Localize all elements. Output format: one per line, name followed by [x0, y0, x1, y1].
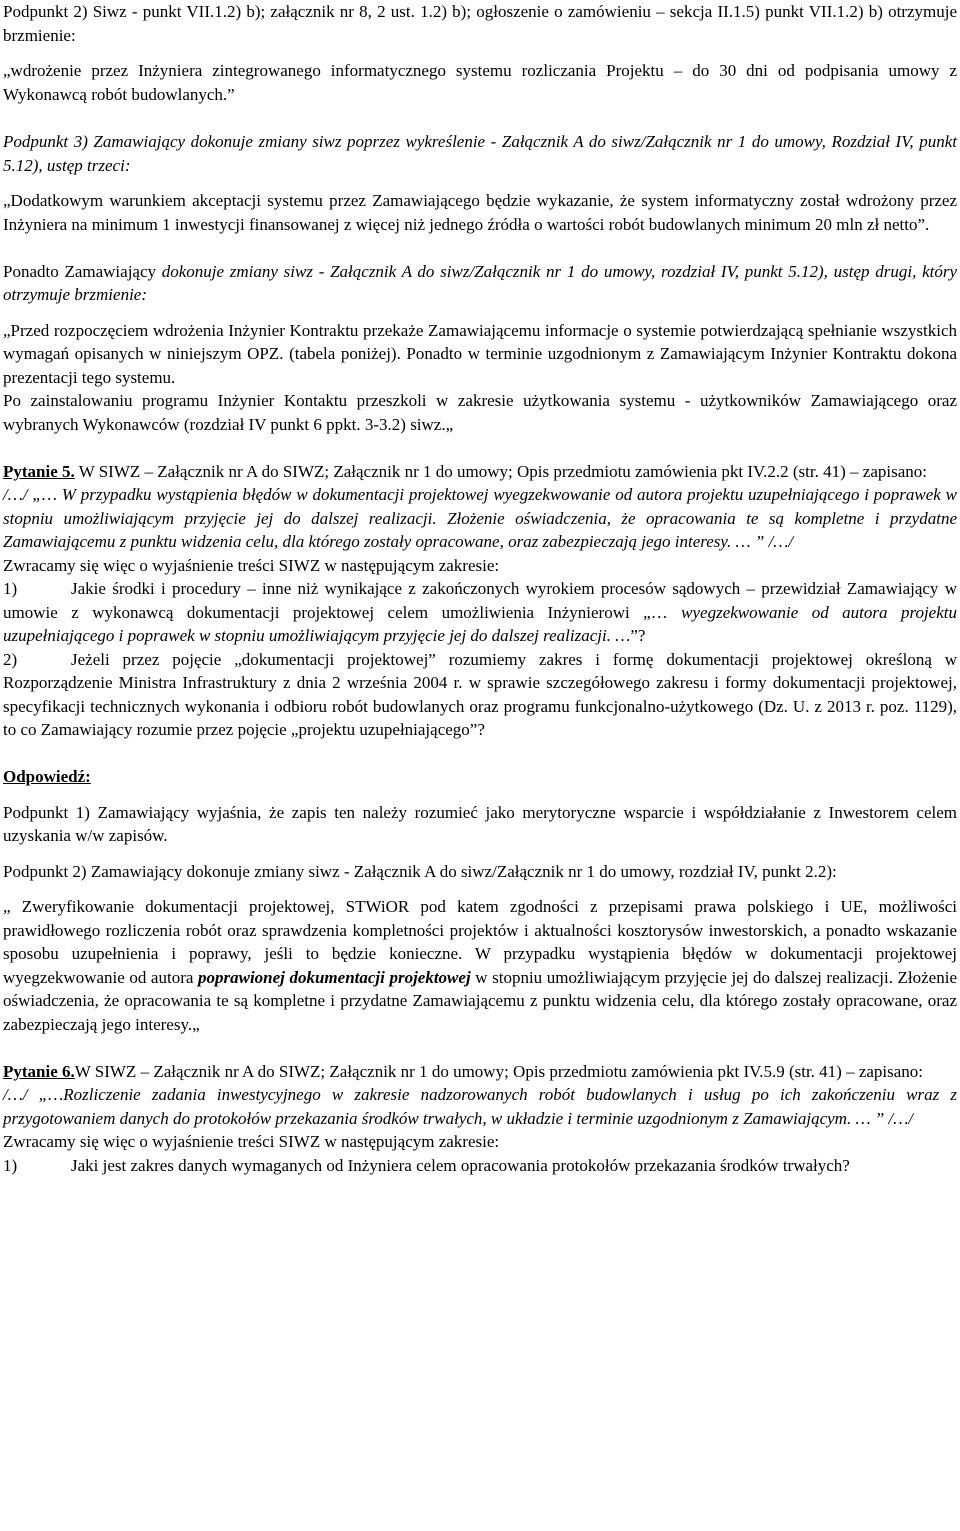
- item-quote: wyegzekwowanie od autora projektu uzupełniającego i poprawek w stopniu umożliwiającym przyjęcie jej do dalszej realizacji. …: [3, 602, 957, 645]
- answer-paragraph-1: Podpunkt 1) Zamawiający wyjaśnia, że zapis ten należy rozumieć jako merytoryczne wsparcie i współdziałanie z Inwestorem celem uzyskania w/w zapisów.: [3, 802, 957, 845]
- question-5-ask: Zwracamy się więc o wyjaśnienie treści SIWZ w następującym zakresie:: [3, 555, 500, 575]
- answer-quote-emphasis: poprawionej dokumentacji projektowej: [198, 967, 471, 987]
- answer-label: Odpowiedź:: [3, 767, 91, 786]
- answer-quote: [3, 895, 957, 1036]
- question-6-title: W SIWZ – Załącznik nr A do SIWZ; Załącznik nr 1 do umowy; Opis przedmiotu zamówienia pkt IV.5.9 (str. 41) – zapisano:: [74, 1061, 924, 1081]
- ponadto-paragraph: [3, 260, 957, 307]
- quote-po-zainstalowaniu: Po zainstalowaniu programu Inżynier Kontaktu przeszkoli w zakresie użytkowania systemu - użytkowników Zamawiającego oraz wybranych Wykonawców (rozdział IV punkt 6 ppkt. 3-3.2) siwz.„: [3, 391, 957, 434]
- intro-paragraph: Podpunkt 2) Siwz - punkt VII.1.2) b); załącznik nr 8, 2 ust. 1.2) b); ogłoszenie o zamówieniu – sekcja II.1.5) punkt VII.1.2) b) otrzymuje brzmienie:: [3, 2, 957, 45]
- quote-dodatkowym: „Dodatkowym warunkiem akceptacji systemu przez Zamawiającego będzie wykazanie, że system informatyczny został wdrożony przez Inżyniera na minimum 1 inwestycji finansowanej z więcej niż jednego źródła o wartości robót budowlanych minimum 20 mln zł netto”.: [3, 191, 957, 234]
- question-6-quote: /…/ „…Rozliczenie zadania inwestycyjnego w zakresie nadzorowanych robót budowlanych i usług po ich zakończeniu wraz z przygotowaniem danych do protokołów przekazania środków trwałych, w układzie i terminie uzgodnionym z Zamawiającym. … ” /…/: [3, 1085, 957, 1128]
- item-text: Jakie środki i procedury – inne niż wynikające z zakończonych wyrokiem procesów sądowych – przewidział Zamawiający w umowie z wykonawcą dokumentacji projektowej celem umożliwienia Inżynierowi „…: [3, 579, 957, 622]
- quote-wdrozenie: „wdrożenie przez Inżyniera zintegrowanego informatycznego systemu rozliczania Projektu – do 30 dni od podpisania umowy z Wykonawcą robót budowlanych.”: [3, 61, 957, 104]
- question-5-label: Pytanie 5.: [3, 461, 75, 481]
- item-number: 1): [3, 579, 18, 598]
- question-5-quote: /…/ „… W przypadku wystąpienia błędów w dokumentacji projektowej wyegzekwowanie od autora projektu uzupełniającego i poprawek w stopniu umożliwiającym przyjęcie jej do dalszej realizacji. Złożenie oświadczenia, że opracowania te są kompletne i przydatne Zamawiającemu z punktu widzenia celu, dla którego zostały opracowane, oraz zabezpieczają jego interesy. … ” /…/: [3, 485, 957, 551]
- question-6-heading: [3, 1060, 957, 1084]
- question-6-item-1: [3, 1154, 957, 1178]
- answer-heading: [3, 765, 957, 789]
- podpunkt-3-heading: Podpunkt 3) Zamawiający dokonuje zmiany siwz poprzez wykreślenie - Załącznik A do siwz/Załącznik nr 1 do umowy, Rozdział IV, punkt 5.12), ustęp trzeci:: [3, 132, 957, 175]
- question-5-item-2: [3, 648, 957, 742]
- answer-paragraph-2: Podpunkt 2) Zamawiający dokonuje zmiany siwz - Załącznik A do siwz/Załącznik nr 1 do umowy, rozdział IV, punkt 2.2):: [3, 861, 837, 881]
- question-6-ask: Zwracamy się więc o wyjaśnienie treści SIWZ w następującym zakresie:: [3, 1132, 500, 1151]
- answer-quote-start: „ Zweryfikowanie dokumentacji projektowej, STWiOR pod katem zgodności z przepisami prawa polskiego i UE, możliwości prawidłowego rozliczenia robót oraz sprawdzenia kompletności projektów i aktualności kosztorysów inwestorskich, a ponadto wskazanie sposobu uzupełnienia i poprawy, jeśli to będzie konieczne. W przypadku wystąpienia błędów w dokumentacji projektowej wyegzekwowanie od autora: [3, 897, 957, 987]
- ponadto-rest: dokonuje zmiany siwz - Załącznik A do siwz/Załącznik nr 1 do umowy, rozdział IV, punkt 5.12), ustęp drugi, który otrzymuje brzmienie:: [3, 261, 958, 304]
- question-5-item-1: [3, 577, 957, 648]
- item-text: Jeżeli przez pojęcie „dokumentacji projektowej” rozumiemy zakres i formę dokumentacji projektowej określoną w Rozporządzenie Ministra Infrastruktury z dnia 2 września 2004 r. w sprawie szczegółowego zakresu i formy dokumentacji projektowej, specyfikacji technicznych wykonania i odbioru robót budowlanych oraz programu funkcjonalno-użytkowego (Dz. U. z 2013 r. poz. 1129), to co Zamawiający rozumie przez pojęcie „projektu uzupełniającego”?: [3, 649, 957, 739]
- ponadto-lead: Ponadto Zamawiający: [3, 261, 157, 281]
- item-text: Jaki jest zakres danych wymaganych od Inżyniera celem opracowania protokołów przekazania środków trwałych?: [71, 1155, 850, 1175]
- item-number: 2): [3, 649, 18, 669]
- item-end: ”?: [630, 626, 646, 645]
- question-6-label: Pytanie 6.: [3, 1061, 75, 1081]
- quote-przed-rozpoczeciem: „Przed rozpoczęciem wdrożenia Inżynier Kontraktu przekaże Zamawiającemu informacje o systemie potwierdzającą spełnianie wszystkich wymagań opisanych w niniejszym OPZ. (tabela poniżej). Ponadto w terminie uzgodnionym z Zamawiającym Inżynier Kontraktu dokona prezentacji tego systemu.: [3, 320, 957, 387]
- item-number: 1): [3, 1155, 18, 1175]
- question-5-heading: [3, 460, 957, 484]
- question-5-title: W SIWZ – Załącznik nr A do SIWZ; Załącznik nr 1 do umowy; Opis przedmiotu zamówienia pkt IV.2.2 (str. 41) – zapisano:: [78, 461, 927, 481]
- answer-quote-end: w stopniu umożliwiającym przyjęcie jej do dalszej realizacji. Złożenie oświadczenia, że opracowania te są kompletne i przydatne Zamawiającemu z punktu widzenia celu, dla którego zostały opracowane, oraz zabezpieczają jego interesy.„: [3, 967, 957, 1034]
